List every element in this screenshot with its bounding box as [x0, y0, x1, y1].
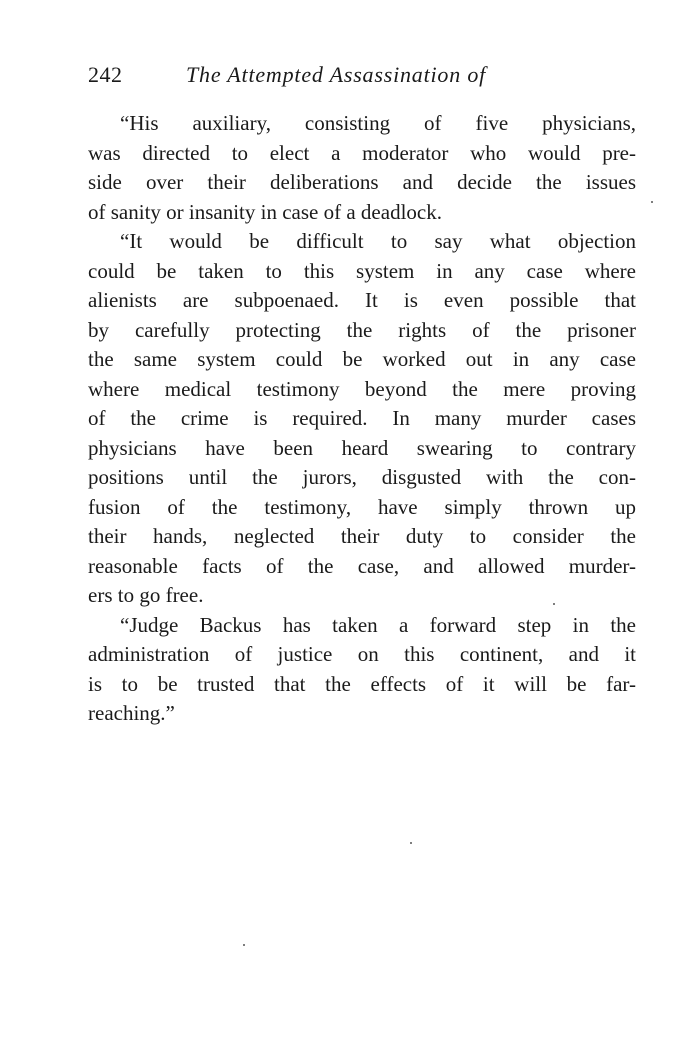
text-line: their hands, neglected their duty to consider the: [88, 524, 636, 548]
text-line: reaching.”: [88, 701, 175, 725]
text-line: of the crime is required. In many murder cases: [88, 406, 636, 430]
text-line: “His auxiliary, consisting of five physicians,: [120, 111, 636, 135]
scan-speck: [410, 842, 412, 844]
text-line: “Judge Backus has taken a forward step in the: [120, 612, 636, 637]
page-number: 242: [88, 62, 123, 87]
text-line: reasonable facts of the case, and allowed murder-: [88, 553, 636, 578]
text-line: was directed to elect a moderator who would pre-: [88, 140, 636, 165]
scan-speck: [553, 603, 555, 605]
text-line: of sanity or insanity in case of a deadlock.: [88, 199, 442, 224]
scan-speck: [243, 944, 245, 946]
page-header: [88, 60, 648, 94]
scan-speck: [651, 201, 653, 203]
text-line: alienists are subpoenaed. It is even possible that: [88, 288, 636, 312]
text-line: “It would be difficult to say what objection: [120, 229, 636, 253]
running-title: The Attempted Assassination of: [186, 62, 487, 87]
text-line: positions until the jurors, disgusted with the con-: [88, 465, 636, 489]
paragraph-3: [88, 611, 636, 729]
text-line: is to be trusted that the effects of it will be far-: [88, 671, 636, 696]
paragraph-1: [88, 109, 636, 227]
text-line: physicians have been heard swearing to contrary: [88, 435, 636, 460]
paragraph-2: [88, 227, 636, 611]
text-line: fusion of the testimony, have simply thrown up: [88, 494, 636, 519]
text-line: by carefully protecting the rights of the prisoner: [88, 317, 636, 342]
text-line: the same system could be worked out in any case: [88, 347, 636, 371]
text-line: could be taken to this system in any case where: [88, 258, 636, 283]
text-line: ers to go free.: [88, 583, 204, 607]
text-line: where medical testimony beyond the mere proving: [88, 376, 636, 401]
body-text: [88, 109, 636, 729]
text-line: administration of justice on this continent, and it: [88, 642, 636, 666]
text-line: side over their deliberations and decide the issues: [88, 170, 636, 194]
